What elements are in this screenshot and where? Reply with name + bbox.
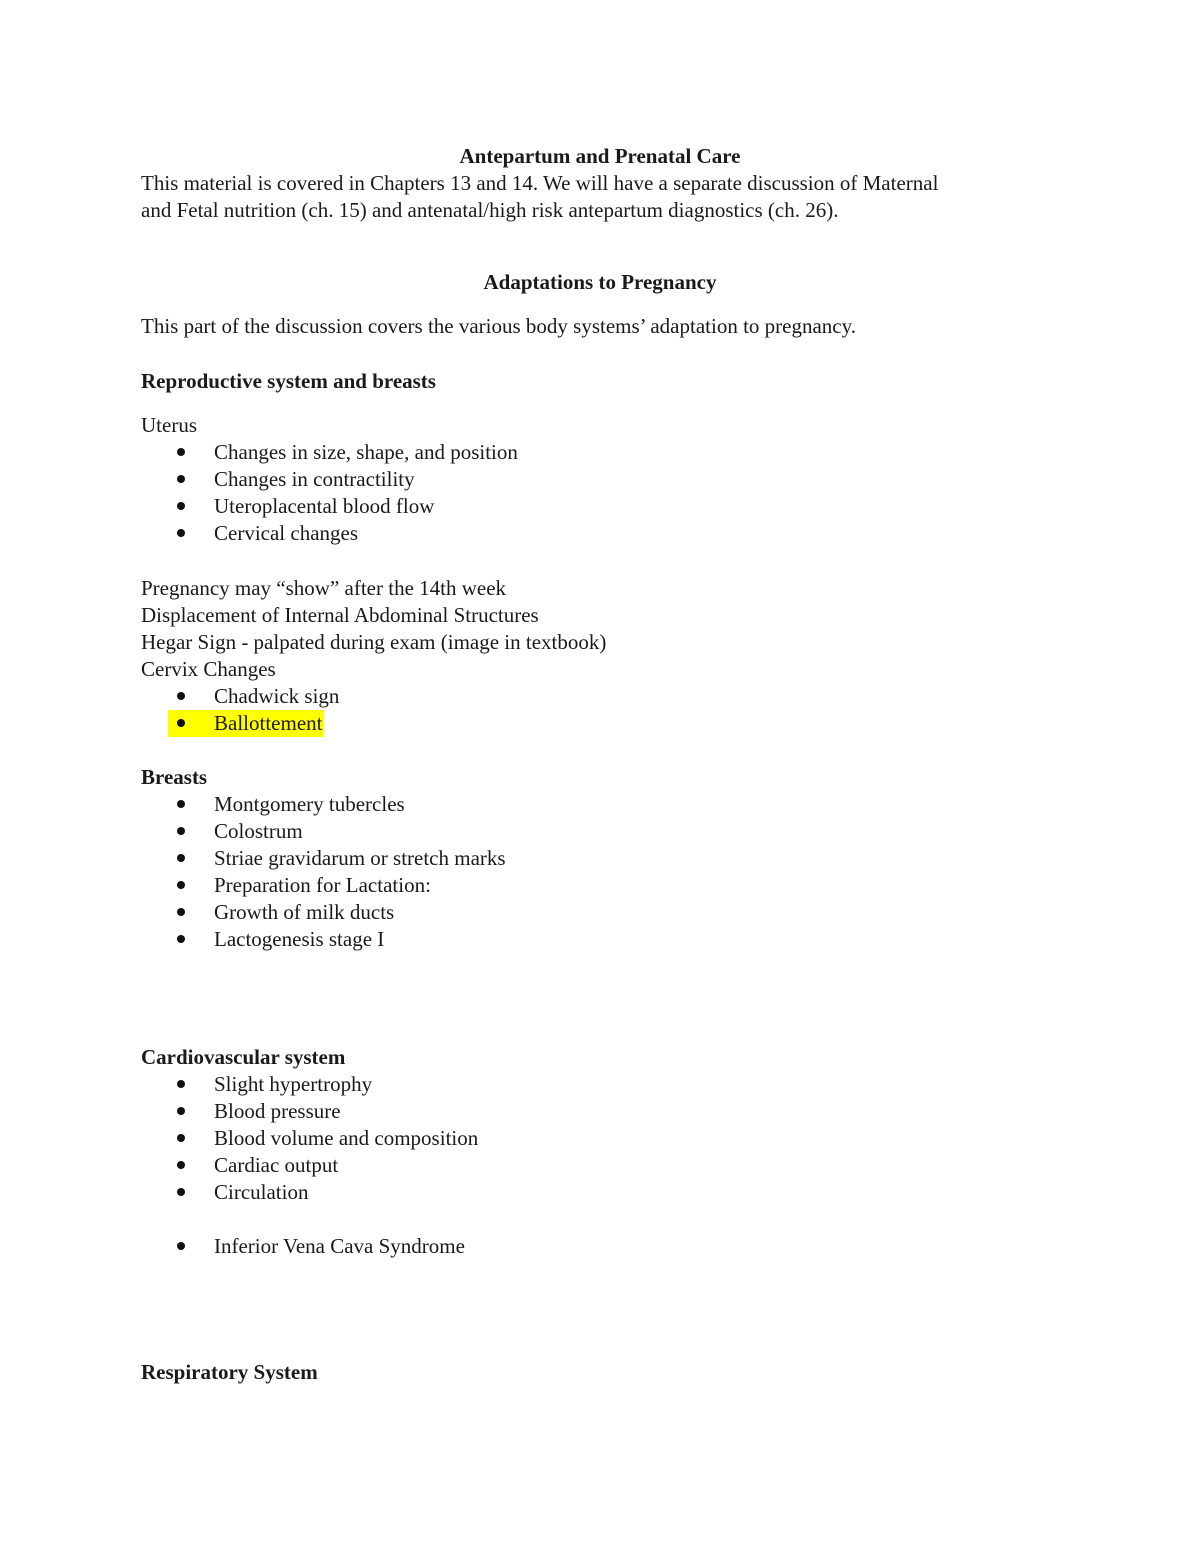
list-item: Chadwick sign — [170, 683, 339, 710]
bullet-icon — [177, 529, 185, 537]
bullet-icon — [177, 1134, 185, 1142]
respiratory-heading: Respiratory System — [141, 1360, 318, 1384]
list-item-highlighted — [170, 710, 324, 737]
bullet-icon — [177, 1188, 185, 1196]
bullet-icon — [177, 719, 185, 727]
list-item: Slight hypertrophy — [170, 1071, 372, 1098]
note-line: Hegar Sign - palpated during exam (image in textbook) — [141, 630, 607, 654]
cardiovascular-heading: Cardiovascular system — [141, 1045, 346, 1069]
list-item: Changes in size, shape, and position — [170, 439, 518, 466]
bullet-icon — [177, 908, 185, 916]
section-intro: This part of the discussion covers the various body systems’ adaptation to pregnancy. — [141, 314, 857, 338]
note-line: Pregnancy may “show” after the 14th week — [141, 576, 507, 600]
note-line: Displacement of Internal Abdominal Structures — [141, 603, 539, 627]
document-title: Antepartum and Prenatal Care — [459, 144, 741, 168]
bullet-icon — [177, 827, 185, 835]
bullet-icon — [177, 502, 185, 510]
bullet-icon — [177, 1242, 185, 1250]
section-title: Adaptations to Pregnancy — [483, 270, 717, 294]
text-highlight: Ballottement — [168, 710, 324, 737]
bullet-icon — [177, 854, 185, 862]
bullet-icon — [177, 800, 185, 808]
list-item: Preparation for Lactation: — [170, 872, 431, 899]
bullet-icon — [177, 1080, 185, 1088]
bullet-icon — [177, 475, 185, 483]
list-item: Colostrum — [170, 818, 303, 845]
bullet-icon — [177, 692, 185, 700]
bullet-icon — [177, 935, 185, 943]
list-item: Cervical changes — [170, 520, 358, 547]
uterus-label: Uterus — [141, 413, 197, 437]
list-item: Growth of milk ducts — [170, 899, 394, 926]
breasts-heading: Breasts — [141, 765, 208, 789]
list-item: Uteroplacental blood flow — [170, 493, 434, 520]
note-line: Cervix Changes — [141, 657, 276, 681]
intro-line-1: This material is covered in Chapters 13 and 14. We will have a separate discussion of Maternal — [141, 171, 939, 195]
list-item: Striae gravidarum or stretch marks — [170, 845, 506, 872]
bullet-icon — [177, 1161, 185, 1169]
list-item: Circulation — [170, 1179, 308, 1206]
intro-line-2: and Fetal nutrition (ch. 15) and antenatal/high risk antepartum diagnostics (ch. 26). — [141, 198, 839, 222]
bullet-icon — [177, 448, 185, 456]
list-item: Inferior Vena Cava Syndrome — [170, 1233, 465, 1260]
list-item: Montgomery tubercles — [170, 791, 405, 818]
list-item: Blood volume and composition — [170, 1125, 478, 1152]
list-item: Lactogenesis stage I — [170, 926, 384, 953]
list-item: Changes in contractility — [170, 466, 415, 493]
bullet-icon — [177, 1107, 185, 1115]
list-item: Cardiac output — [170, 1152, 338, 1179]
reproductive-heading: Reproductive system and breasts — [141, 369, 436, 393]
bullet-icon — [177, 881, 185, 889]
list-item: Blood pressure — [170, 1098, 341, 1125]
